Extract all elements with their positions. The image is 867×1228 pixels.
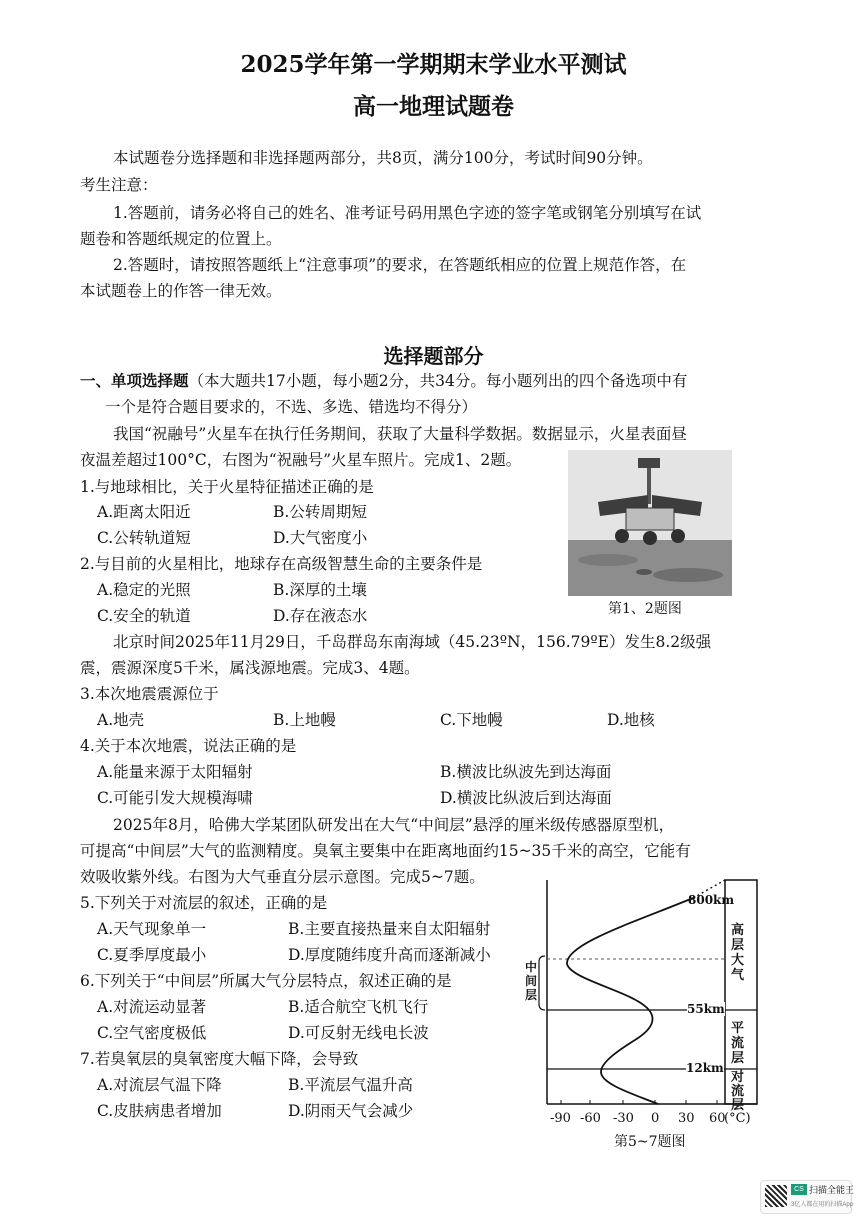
passage-3-line: 效吸收紫外线。右图为大气垂直分层示意图。完成5~7题。 <box>80 868 485 886</box>
question-3-stem: 3.本次地震震源位于 <box>80 685 219 703</box>
q6-option-d: D.可反射无线电长波 <box>288 1024 429 1042</box>
q5-option-a: A.天气现象单一 <box>97 920 207 938</box>
q2-option-d: D.存在液态水 <box>273 607 368 625</box>
passage-2-line: 震，震源深度5千米，属浅源地震。完成3、4题。 <box>80 659 420 677</box>
exam-title: 2025学年第一学期期末学业水平测试 <box>240 51 627 78</box>
x-tick-label: -90 <box>550 1111 571 1126</box>
question-5-stem: 5.下列关于对流层的叙述，正确的是 <box>80 894 328 912</box>
q5-option-d: D.厚度随纬度升高而逐渐减小 <box>288 946 491 964</box>
q4-option-a: A.能量来源于太阳辐射 <box>97 763 253 781</box>
question-6-stem: 6.下列关于“中间层”所属大气分层特点，叙述正确的是 <box>80 972 452 990</box>
q7-option-d: D.阴雨天气会减少 <box>288 1102 414 1120</box>
label-12km: 12km <box>686 1061 724 1075</box>
q3-option-b: B.上地幔 <box>273 711 336 729</box>
question-4-stem: 4.关于本次地震，说法正确的是 <box>80 737 297 755</box>
layer-label-stratosphere: 平流层 <box>731 1021 745 1066</box>
x-axis-unit: (°C) <box>724 1111 751 1126</box>
watermark-subtitle: 3亿人都在用的扫描App <box>791 1202 854 1208</box>
q1-option-b: B.公转周期短 <box>273 503 367 521</box>
x-tick-label: 30 <box>678 1111 695 1126</box>
qr-code-icon <box>765 1185 787 1207</box>
question-1-stem: 1.与地球相比，关于火星特征描述正确的是 <box>80 478 374 496</box>
passage-3-line: 2025年8月，哈佛大学某团队研发出在大气“中间层”悬浮的厘米级传感器原型机， <box>113 816 675 834</box>
part-desc: （本大题共17小题，每小题2分，共34分。每小题列出的四个备选项中有 <box>188 372 688 390</box>
x-tick-label: 60 <box>709 1111 726 1126</box>
passage-1-line: 我国“祝融号”火星车在执行任务期间，获取了大量科学数据。数据显示，火星表面昼 <box>113 425 687 443</box>
q1-option-a: A.距离太阳近 <box>97 503 191 521</box>
q7-option-c: C.皮肤病患者增加 <box>97 1102 222 1120</box>
q4-option-c: C.可能引发大规模海啸 <box>97 789 253 807</box>
x-tick-label: 0 <box>651 1111 660 1126</box>
q2-option-b: B.深厚的土壤 <box>273 581 367 599</box>
question-7-stem: 7.若臭氧层的臭氧密度大幅下降，会导致 <box>80 1050 359 1068</box>
mars-rover-photo <box>568 450 732 596</box>
scanner-watermark <box>760 1180 855 1214</box>
layer-label-high-atmosphere: 高层大气 <box>731 923 745 983</box>
q5-option-b: B.主要直接热量来自太阳辐射 <box>288 920 491 938</box>
q5-option-c: C.夏季厚度最小 <box>97 946 207 964</box>
q6-option-b: B.适合航空飞机飞行 <box>288 998 429 1016</box>
watermark-title: 扫描全能王 <box>809 1185 855 1195</box>
q6-option-c: C.空气密度极低 <box>97 1024 207 1042</box>
q2-option-c: C.安全的轨道 <box>97 607 191 625</box>
x-tick-label: -30 <box>613 1111 634 1126</box>
temperature-curve <box>567 898 693 1104</box>
note-1: 1.答题前，请务必将自己的姓名、准考证号码用黑色字迹的签字笔或钢笔分别填写在试 <box>113 204 702 222</box>
q4-option-d: D.横波比纵波后到达海面 <box>440 789 612 807</box>
q3-option-a: A.地壳 <box>97 711 145 729</box>
q7-option-b: B.平流层气温升高 <box>288 1076 413 1094</box>
rover-illustration <box>568 450 732 596</box>
part-label: 一、单项选择题 <box>80 371 189 390</box>
exam-subtitle: 高一地理试题卷 <box>353 93 514 120</box>
q3-option-d: D.地核 <box>607 711 655 729</box>
label-800km: 800km <box>688 893 735 907</box>
note-1-cont: 题卷和答题纸规定的位置上。 <box>80 230 282 248</box>
part-desc-cont: 一个是符合题目要求的，不选、多选、错选均不得分） <box>105 398 478 416</box>
label-55km: 55km <box>687 1002 725 1016</box>
diagram-caption: 第5~7题图 <box>614 1134 686 1150</box>
intro-line: 本试题卷分选择题和非选择题两部分，共8页，满分100分，考试时间90分钟。 <box>113 149 653 167</box>
passage-3-line: 可提高“中间层”大气的监测精度。臭氧主要集中在距离地面约15~35千米的高空，它能有 <box>80 842 691 860</box>
photo-caption: 第1、2题图 <box>608 601 682 617</box>
layer-label-troposphere: 对流层 <box>731 1070 745 1113</box>
part-heading <box>80 371 687 391</box>
camscanner-logo-icon: CS <box>791 1184 807 1195</box>
q7-option-a: A.对流层气温下降 <box>97 1076 222 1094</box>
q6-option-a: A.对流运动显著 <box>97 998 207 1016</box>
notice-label: 考生注意： <box>80 176 158 194</box>
q2-option-a: A.稳定的光照 <box>97 581 191 599</box>
passage-2-line: 北京时间2025年11月29日，千岛群岛东南海域（45.23ºN，156.79ºE）发生8.2级强 <box>113 633 712 651</box>
section-title: 选择题部分 <box>383 344 484 368</box>
x-tick-label: -60 <box>580 1111 601 1126</box>
q4-option-b: B.横波比纵波先到达海面 <box>440 763 612 781</box>
layer-label-mesosphere: 中间层 <box>525 960 538 1002</box>
note-2-cont: 本试题卷上的作答一律无效。 <box>80 282 282 300</box>
passage-1-line: 夜温差超过100°C，右图为“祝融号”火星车照片。完成1、2题。 <box>80 451 522 469</box>
question-2-stem: 2.与目前的火星相比，地球存在高级智慧生命的主要条件是 <box>80 555 483 573</box>
q1-option-c: C.公转轨道短 <box>97 529 191 547</box>
q3-option-c: C.下地幔 <box>440 711 503 729</box>
note-2: 2.答题时，请按照答题纸上“注意事项”的要求，在答题纸相应的位置上规范作答，在 <box>113 256 687 274</box>
q1-option-d: D.大气密度小 <box>273 529 368 547</box>
